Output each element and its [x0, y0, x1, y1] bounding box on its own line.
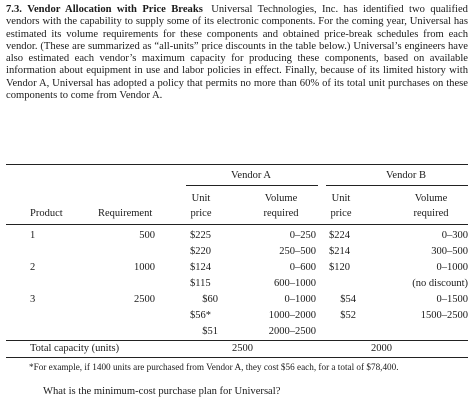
table-cell: $224	[329, 230, 350, 241]
table-cell: 3	[30, 294, 36, 305]
table-cell: $52	[340, 310, 356, 321]
table-cell: 2500	[134, 294, 155, 305]
col-unit-a: Unit	[191, 193, 211, 204]
col-volume-a: Volume	[264, 193, 298, 204]
table-cell: 0–1000	[436, 262, 468, 273]
footnote: *For example, if 1400 units are purchased from Vendor A, they cost $56 each, for a total of $78,400.	[29, 362, 399, 372]
table-cell: $120	[329, 262, 350, 273]
total-capacity-b: 2000	[371, 343, 392, 354]
col-volume-b: Volume	[414, 193, 448, 204]
table-top-rule	[6, 164, 468, 165]
col-product: Product	[30, 208, 63, 219]
col-required-a: required	[263, 208, 299, 219]
total-capacity-a: 2500	[232, 343, 253, 354]
col-price-a: price	[190, 208, 212, 219]
table-cell: 1000	[134, 262, 155, 273]
problem-text: Universal Technologies, Inc. has identified two qualified vendors with the capability to supply some of its electronic components. For the coming year, Universal has estimated its volume requirements for these components and obtained price-break schedules from each vendor. (These are summarized as “all-units” price discounts in the table below.) Universal’s engineers have also estimated each vendor’s maximum capacity for producing these components, based on available information about equipment in use and labor policies in effect. Finally, because of its limited history with Vendor A, Universal has adopted a policy that permits no more than 60% of its total unit purchases on these components to come from Vendor A.	[6, 4, 468, 102]
table-cell: $220	[190, 246, 211, 257]
table-cell: 1000–2000	[268, 310, 316, 321]
table-cell: $225	[190, 230, 211, 241]
table-cell: 500	[139, 230, 155, 241]
table-cell: 300–500	[431, 246, 468, 257]
table-cell: 1500–2500	[420, 310, 468, 321]
table-cell: $214	[329, 246, 350, 257]
header-bottom-rule	[6, 224, 468, 225]
table-cell: $56*	[190, 310, 211, 321]
col-unit-b: Unit	[331, 193, 351, 204]
table-cell: 0–1500	[436, 294, 468, 305]
col-required-b: required	[413, 208, 449, 219]
vendor-b-rule	[326, 185, 468, 186]
table-cell: 1	[30, 230, 36, 241]
problem-title: Vendor Allocation with Price Breaks	[27, 4, 203, 15]
table-cell: 600–1000	[274, 278, 316, 289]
table-cell: $54	[340, 294, 356, 305]
table-cell: 2000–2500	[268, 326, 316, 337]
table-cell: 250–500	[279, 246, 316, 257]
problem-number: 7.3.	[6, 4, 22, 15]
table-cell: (no discount)	[412, 278, 468, 289]
table-cell: $51	[202, 326, 218, 337]
question: What is the minimum-cost purchase plan for Universal?	[43, 386, 281, 397]
table-cell: 0–250	[289, 230, 316, 241]
col-requirement: Requirement	[98, 208, 153, 219]
vendor-a-rule	[186, 185, 318, 186]
table-cell: 2	[30, 262, 36, 273]
vendor-a-header: Vendor A	[231, 170, 271, 181]
table-cell: $60	[202, 294, 218, 305]
vendor-b-header: Vendor B	[386, 170, 426, 181]
total-capacity-label: Total capacity (units)	[30, 343, 120, 354]
table-cell: $115	[190, 278, 211, 289]
col-price-b: price	[330, 208, 352, 219]
problem-statement	[6, 4, 468, 102]
table-cell: 0–600	[289, 262, 316, 273]
table-bottom-rule	[6, 357, 468, 358]
table-cell: 0–1000	[284, 294, 316, 305]
table-cell: $124	[190, 262, 211, 273]
table-cell: 0–300	[441, 230, 468, 241]
total-top-rule	[6, 340, 468, 341]
